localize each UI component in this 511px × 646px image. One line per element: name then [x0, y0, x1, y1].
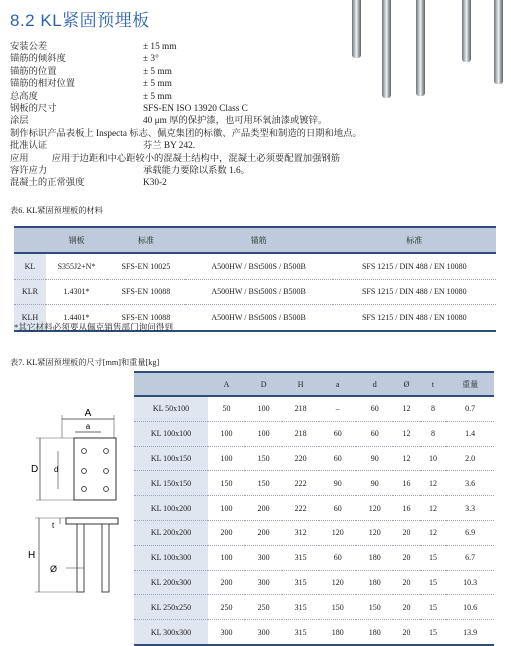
- table-cell: 300: [208, 620, 245, 645]
- table-cell: 120: [319, 570, 356, 595]
- table-cell: 12: [420, 496, 446, 521]
- table-cell: 100: [208, 446, 245, 471]
- spec-list: [10, 41, 362, 190]
- spec-label: 应用: [10, 153, 29, 164]
- table-cell: 315: [282, 570, 319, 595]
- spec-value: K30-2: [143, 178, 167, 189]
- table-cell: 250: [208, 595, 245, 620]
- table-cell: A500HW / BSt500S / B500B: [185, 305, 333, 331]
- table-row: [134, 595, 494, 620]
- spec-label: 锚筋的相对位置: [10, 79, 76, 90]
- table-row: [134, 620, 494, 645]
- table-cell: 150: [319, 595, 356, 620]
- spec-label: 锚筋的位置: [10, 66, 57, 77]
- table-cell: 220: [282, 446, 319, 471]
- spec-row: [10, 103, 340, 115]
- table-cell: 120: [356, 520, 393, 545]
- table-cell: 90: [356, 471, 393, 496]
- table-cell: 250: [245, 595, 282, 620]
- spec-row: [10, 91, 340, 103]
- table-row: [14, 279, 496, 305]
- table-cell: 8: [420, 396, 446, 421]
- column-header: d: [356, 372, 393, 396]
- table6-caption: 表6. KL紧固预埋板的材料: [10, 206, 103, 215]
- table-row: [134, 520, 494, 545]
- table-cell: A500HW / BSt500S / B500B: [185, 253, 333, 279]
- row-header-cell: KL 200x300: [134, 570, 208, 595]
- table-cell: 10: [420, 446, 446, 471]
- column-header: D: [245, 372, 282, 396]
- table-row: [134, 570, 494, 595]
- dim-a-label: a: [85, 422, 91, 431]
- table-cell: SFS-EN 10088: [107, 305, 185, 331]
- table-cell: 12: [393, 396, 419, 421]
- table-cell: 120: [319, 520, 356, 545]
- spec-value: 应用于边距和中心距较小的混凝土结构中，混凝土必须要配置加强钢筋: [51, 153, 340, 164]
- column-header: [134, 372, 208, 396]
- spec-row: [10, 128, 362, 140]
- spec-value: ± 5 mm: [143, 91, 172, 102]
- spec-label: 涂层: [10, 116, 29, 127]
- spec-row: [10, 53, 340, 65]
- table-cell: 12: [393, 446, 419, 471]
- table-cell: 315: [282, 595, 319, 620]
- spec-value: 芬兰 BY 242.: [143, 141, 196, 152]
- column-header: [14, 227, 46, 253]
- spec-row: [10, 153, 340, 165]
- section-heading: 8.2 KL紧固预埋板: [10, 11, 150, 30]
- table-cell: 315: [282, 620, 319, 645]
- table-cell: 10.3: [446, 570, 494, 595]
- spec-value: ± 3°: [143, 54, 159, 65]
- dimensions-table: [134, 371, 494, 646]
- spec-row: [10, 41, 340, 53]
- spec-value: 产品表板上 Inspecta 标志、佩克集团的标徽、产品类型和制造的日期和地点。: [47, 128, 362, 139]
- table-cell: 312: [282, 520, 319, 545]
- row-header-cell: KL 50x100: [134, 396, 208, 421]
- column-header: 标准: [333, 227, 496, 253]
- table-cell: 3.3: [446, 496, 494, 521]
- table-cell: 60: [319, 496, 356, 521]
- table-cell: 180: [319, 620, 356, 645]
- table-cell: 15: [420, 620, 446, 645]
- table-cell: 90: [319, 471, 356, 496]
- table-cell: 8: [420, 421, 446, 446]
- spec-label: 安装公差: [10, 42, 48, 52]
- dim-t-label: t: [52, 521, 55, 530]
- row-header-cell: KLR: [14, 279, 46, 305]
- spec-row: [10, 115, 340, 127]
- table-cell: 180: [356, 545, 393, 570]
- table-cell: 180: [356, 570, 393, 595]
- anchor-rods-photo: [338, 0, 511, 112]
- column-header: 钢板: [46, 227, 107, 253]
- table-row: [134, 396, 494, 421]
- row-header-cell: KL 100x150: [134, 446, 208, 471]
- table-cell: 150: [245, 471, 282, 496]
- table-cell: 218: [282, 396, 319, 421]
- column-header: H: [282, 372, 319, 396]
- table-row: [134, 471, 494, 496]
- table-row: [134, 421, 494, 446]
- table-cell: SFS 1215 / DIN 488 / EN 10080: [333, 279, 496, 305]
- table-cell: SFS 1215 / DIN 488 / EN 10080: [333, 253, 496, 279]
- table-cell: 3.6: [446, 471, 494, 496]
- table-row: [134, 496, 494, 521]
- table-cell: 16: [393, 496, 419, 521]
- spec-label: 制作标识: [10, 128, 48, 139]
- table-cell: 6.7: [446, 545, 494, 570]
- table-cell: 60: [319, 421, 356, 446]
- row-header-cell: KL 200x200: [134, 520, 208, 545]
- table-cell: 222: [282, 496, 319, 521]
- table-cell: 315: [282, 545, 319, 570]
- table-cell: 90: [356, 446, 393, 471]
- table-cell: 13.9: [446, 620, 494, 645]
- table-cell: 20: [393, 620, 419, 645]
- spec-value: ± 5 mm: [143, 79, 172, 90]
- row-header-cell: KL 250x250: [134, 595, 208, 620]
- spec-label: 锚筋的倾斜度: [10, 54, 66, 65]
- table-cell: 300: [245, 545, 282, 570]
- dim-phi-label: Ø: [50, 564, 58, 574]
- table-cell: 6.9: [446, 520, 494, 545]
- spec-label: 容许应力: [10, 166, 48, 177]
- table-cell: SFS 1215 / DIN 488 / EN 10080: [333, 305, 496, 331]
- spec-label: 混凝土的正常强度: [10, 178, 85, 189]
- table-cell: 200: [245, 496, 282, 521]
- row-header-cell: KL 100x300: [134, 545, 208, 570]
- spec-row: [10, 177, 340, 189]
- row-header-cell: KL 150x150: [134, 471, 208, 496]
- table-cell: 60: [356, 396, 393, 421]
- table-cell: 12: [420, 471, 446, 496]
- table-cell: 15: [420, 595, 446, 620]
- dim-D-label: D: [31, 464, 39, 475]
- table-cell: 300: [245, 570, 282, 595]
- table-cell: 1.4401*: [46, 305, 107, 331]
- table-cell: 60: [356, 421, 393, 446]
- spec-value: 40 μm 厚的保护漆，也可用环氧油漆或镀锌。: [143, 116, 328, 127]
- spec-row: [10, 140, 340, 152]
- spec-value: ± 15 mm: [143, 42, 177, 52]
- table-cell: 16: [393, 471, 419, 496]
- table-cell: 0.7: [446, 396, 494, 421]
- table7-caption: 表7. KL紧固预埋板的尺寸[mm]和重量[kg]: [10, 358, 160, 367]
- column-header: Ø: [393, 372, 419, 396]
- row-header-cell: KL 100x200: [134, 496, 208, 521]
- table-cell: 150: [208, 471, 245, 496]
- table-cell: 100: [208, 545, 245, 570]
- column-header: 标准: [107, 227, 185, 253]
- table-cell: 1.4301*: [46, 279, 107, 305]
- table-cell: 20: [393, 545, 419, 570]
- row-header-cell: KL 100x100: [134, 421, 208, 446]
- column-header: t: [420, 372, 446, 396]
- spec-label: 总高度: [10, 91, 38, 102]
- table-cell: 100: [208, 421, 245, 446]
- spec-label: 钢板的尺寸: [10, 104, 57, 115]
- spec-row: [10, 165, 340, 177]
- table-cell: 100: [245, 396, 282, 421]
- table-cell: 15: [420, 570, 446, 595]
- spec-row: [10, 78, 340, 90]
- spec-label: 批准认证: [10, 141, 48, 152]
- table-cell: 12: [393, 421, 419, 446]
- table-cell: A500HW / BSt500S / B500B: [185, 279, 333, 305]
- column-header: 锚筋: [185, 227, 333, 253]
- table-header-row: [14, 227, 496, 253]
- table-row: [14, 253, 496, 279]
- table-cell: –: [319, 396, 356, 421]
- spec-value: 承载能力要除以系数 1.6。: [143, 166, 250, 177]
- column-header: a: [319, 372, 356, 396]
- table-cell: 60: [319, 545, 356, 570]
- table-cell: 120: [356, 496, 393, 521]
- table-cell: 60: [319, 446, 356, 471]
- table-cell: SFS-EN 10025: [107, 253, 185, 279]
- table-cell: 218: [282, 421, 319, 446]
- table-cell: 200: [208, 570, 245, 595]
- dim-d-label: d: [54, 465, 59, 474]
- table-cell: 2.0: [446, 446, 494, 471]
- table-cell: 222: [282, 471, 319, 496]
- row-header-cell: KLH: [14, 305, 46, 331]
- table-cell: SFS-EN 10088: [107, 279, 185, 305]
- spec-value: ± 5 mm: [143, 66, 172, 77]
- table-cell: 180: [356, 620, 393, 645]
- table-cell: 20: [393, 570, 419, 595]
- table-cell: S355J2+N*: [46, 253, 107, 279]
- materials-table: [14, 226, 496, 332]
- table-cell: 15: [420, 545, 446, 570]
- table-cell: 20: [393, 520, 419, 545]
- materials-note: *其它材料必须要从佩克销售部门询问得到: [14, 322, 173, 332]
- column-header: A: [208, 372, 245, 396]
- row-header-cell: KL: [14, 253, 46, 279]
- dim-A-label: A: [84, 408, 92, 419]
- spec-row: [10, 66, 340, 78]
- dim-H-label: H: [28, 550, 36, 561]
- table-cell: 150: [245, 446, 282, 471]
- table-row: [134, 545, 494, 570]
- table-cell: 1.4: [446, 421, 494, 446]
- row-header-cell: KL 300x300: [134, 620, 208, 645]
- table-cell: 200: [245, 520, 282, 545]
- table-cell: 300: [245, 620, 282, 645]
- table-cell: 100: [208, 496, 245, 521]
- table-cell: 200: [208, 520, 245, 545]
- table-cell: 150: [356, 595, 393, 620]
- spec-value: SFS-EN ISO 13920 Class C: [143, 104, 248, 115]
- table-cell: 100: [245, 421, 282, 446]
- table-cell: 12: [420, 520, 446, 545]
- table-header-row: [134, 372, 494, 396]
- plate-diagram: [22, 400, 132, 605]
- table-cell: 50: [208, 396, 245, 421]
- table-cell: 20: [393, 595, 419, 620]
- column-header: 重量: [446, 372, 494, 396]
- table-cell: 10.6: [446, 595, 494, 620]
- table-row: [134, 446, 494, 471]
